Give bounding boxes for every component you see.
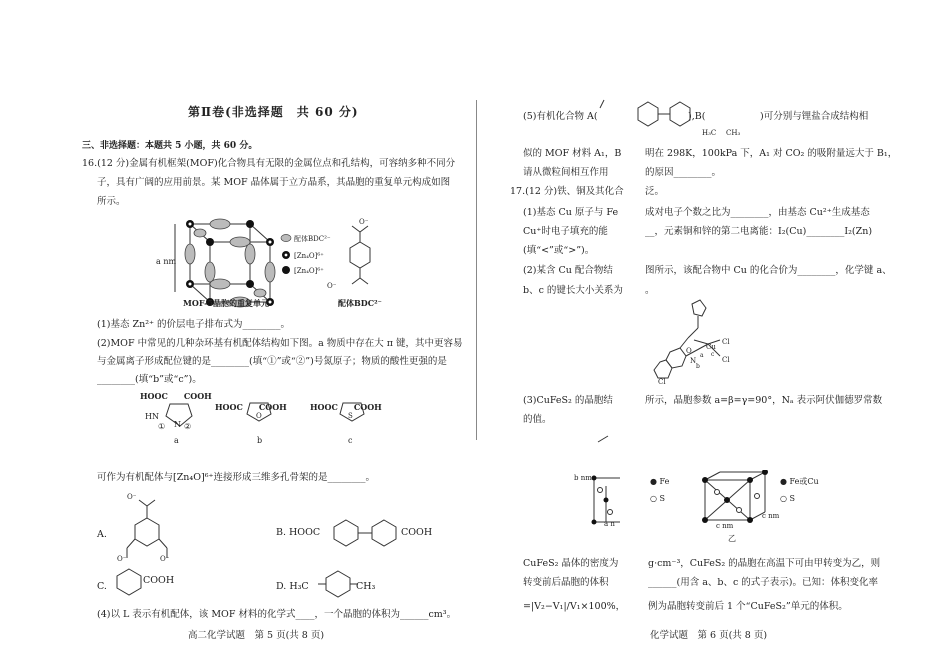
complex-bond-b: b — [696, 363, 700, 370]
complex-cu: Cu — [706, 343, 716, 351]
mol-a-circ2: ② — [184, 422, 192, 431]
q5-methyl2: CH₃ — [726, 129, 741, 137]
option-b-label: B. HOOC — [276, 527, 321, 538]
option-a-o2: O⁻ — [117, 555, 127, 563]
q5-line2a: 似的 MOF 材料 A₁，B — [523, 148, 622, 159]
q17-2a: (2)某含 Cu 配合物结 — [523, 265, 613, 276]
q17-5a: 转变前后晶胞的体积 — [523, 577, 609, 588]
q5-end: )可分别与锂盐合成结构相 — [760, 111, 869, 122]
bdc-top-o: O⁻ — [359, 218, 369, 226]
legend-s: ○ S — [650, 494, 666, 503]
mol-a-circ1: ① — [158, 422, 166, 431]
cell-yi-label: 乙 — [728, 534, 736, 543]
option-a-o3: O⁻ — [160, 555, 170, 563]
mol-a-label: a — [174, 436, 179, 445]
mol-a-cooh: HOOC COOH — [140, 391, 212, 401]
q16-line3: 所示。 — [97, 196, 126, 207]
q5-structures — [590, 94, 740, 138]
q17-6a: =|V₂−V₁|/V₁×100%， — [523, 601, 626, 612]
legend-fe-cu: ● Fe或Cu — [780, 477, 819, 486]
q5-line3b: 的原因________。 — [645, 167, 722, 178]
q16-line1: 16.(12 分)金属有机框架(MOF)化合物具有无限的金属位点和孔结构，可容纳多种不同分 — [82, 158, 456, 169]
q16-sub1: (1)基态 Zn²⁺ 的价层电子排布式为________。 — [97, 319, 291, 330]
complex-o: O — [686, 347, 692, 355]
q16-sub2-line3: ________(填“b”或“c”)。 — [97, 374, 202, 385]
q17-1d: __，元素铜和锌的第二电离能：I₂(Cu)________I₂(Zn) — [645, 226, 873, 237]
q16-link: 可作为有机配体与[Zn₄O]⁶⁺连接形成三维多孔骨架的是________。 — [97, 472, 376, 483]
q16-sub2-line2: 与金属离子形成配位键的是________(填“①”或“②”)号氮原子；物质的酸性更强的是 — [97, 356, 447, 367]
fig-caption: MOF-5晶胞的重复单元 — [183, 298, 270, 308]
right-footer: 化学试题 第 6 页(共 8 页) — [650, 630, 768, 641]
cu-complex-structure — [650, 296, 750, 386]
page-divider — [476, 100, 477, 440]
complex-bond-c: c — [711, 351, 715, 358]
q17-2b: 图所示，该配合物中 Cu 的化合价为________，化学键 a、 — [645, 265, 892, 276]
option-d-end: CH₃ — [356, 581, 376, 592]
mol-c-text: HOOC COOH — [310, 402, 382, 412]
complex-cl1: Cl — [722, 338, 730, 346]
bdc-caption: 配体BDC²⁻ — [338, 298, 382, 308]
mol-b-o: O — [256, 412, 262, 420]
mol-b-label: b — [257, 436, 263, 445]
q17-1a: (1)基态 Cu 原子与 Fe — [523, 207, 619, 218]
cell-c2-label: c nm — [762, 512, 780, 520]
mol-a-n: N — [174, 420, 181, 429]
complex-bond-a: a — [700, 352, 704, 359]
q17-1c: Cu⁺时电子填充的能 — [523, 226, 608, 237]
option-c-benzene — [113, 566, 145, 598]
q17-6b: 例为晶胞转变前后 1 个“CuFeS₂”单元的体积。 — [648, 601, 848, 612]
q16-line2: 子，具有广阔的应用前景。某 MOF 晶体属于立方晶系，其晶胞的重复单元构成如图 — [97, 177, 451, 188]
cell-b-label: b nm — [574, 474, 592, 482]
option-c-group: COOH — [143, 575, 175, 586]
complex-cl3: Cl — [658, 378, 666, 386]
part-heading: 三、非选择题：本题共 5 小题，共 60 分。 — [82, 141, 258, 151]
q17-2d: 。 — [645, 285, 655, 296]
legend-s2: ○ S — [780, 494, 796, 503]
mol-c-s: S — [348, 412, 353, 420]
fig-a-label: a nm — [156, 257, 177, 266]
option-a-label: A. — [97, 529, 107, 540]
q17-3c: 的值。 — [523, 414, 552, 425]
legend-fe: ● Fe — [650, 477, 670, 486]
complex-n: N — [690, 357, 697, 365]
q17-intro-b: 泛。 — [645, 186, 665, 197]
q5-line3a: 请从微粒间相互作用 — [523, 167, 609, 178]
legend-zn4o-b: [Zn₄O]⁶⁺ — [294, 267, 324, 275]
option-c-label: C. — [97, 581, 107, 592]
q17-4b: g·cm⁻³，CuFeS₂ 的晶胞在高温下可由甲转变为乙，则 — [648, 558, 881, 569]
bdc-structure — [335, 220, 385, 290]
q5-start: (5)有机化合物 A( — [523, 111, 598, 122]
legend-symbols — [280, 233, 292, 278]
legend-bdc: 配体BDC²⁻ — [294, 235, 331, 243]
bdc-bottom-o: O⁻ — [327, 282, 337, 290]
q17-1b: 成对电子个数之比为________，由基态 Cu²⁺生成基态 — [645, 207, 870, 218]
q17-intro-a: 17.(12 分)铁、铜及其化合 — [510, 186, 624, 197]
mol-b-text: HOOC COOH — [215, 402, 287, 412]
q17-4a: CuFeS₂ 晶体的密度为 — [523, 558, 619, 569]
option-b-biphenyl — [330, 516, 402, 548]
section-title: 第Ⅱ卷(非选择题 共 60 分) — [188, 105, 359, 119]
option-b-end: COOH — [401, 527, 433, 538]
q17-5b: ______(用含 a、b、c 的式子表示)。已知：体积变化率 — [648, 577, 879, 588]
q17-2c: b、c 的键长大小关系为 — [523, 285, 623, 296]
q5-methyl1: H₃C — [702, 129, 717, 137]
left-footer: 高二化学试题 第 5 页(共 8 页) — [188, 630, 325, 641]
q5-mid: ),B( — [688, 111, 706, 122]
option-d-ring — [318, 569, 358, 599]
complex-cl2: Cl — [722, 356, 730, 364]
cell-c-label: c nm — [716, 522, 734, 530]
cell-a-label: a n — [604, 520, 615, 528]
q17-1e: (填“<”或“>”)。 — [523, 245, 595, 256]
option-a-o1: O⁻ — [127, 493, 137, 501]
mol-a-nh: HN — [145, 412, 159, 421]
q16-sub4: (4)以 L 表示有机配体，该 MOF 材料的化学式____，一个晶胞的体积为______cm³。 — [97, 609, 457, 620]
q17-3b: 所示，晶胞参数 a=β=γ=90°，Nₐ 表示阿伏伽德罗常数 — [645, 395, 883, 406]
q16-sub2-line1: (2)MOF 中常见的几种杂环基有机配体结构如下图。a 物质中存在大 π 键，其中更容易 — [97, 338, 463, 349]
q5-line2b: 明在 298K，100kPa 下，A₁ 对 CO₂ 的吸附量远大于 B₁， — [645, 148, 898, 159]
option-d-label: D. H₃C — [276, 581, 309, 592]
mol-c-label: c — [348, 436, 353, 445]
legend-zn4o-a: [Zn₄O]⁶⁺ — [294, 252, 324, 260]
q17-3a: (3)CuFeS₂ 的晶胞结 — [523, 395, 613, 406]
